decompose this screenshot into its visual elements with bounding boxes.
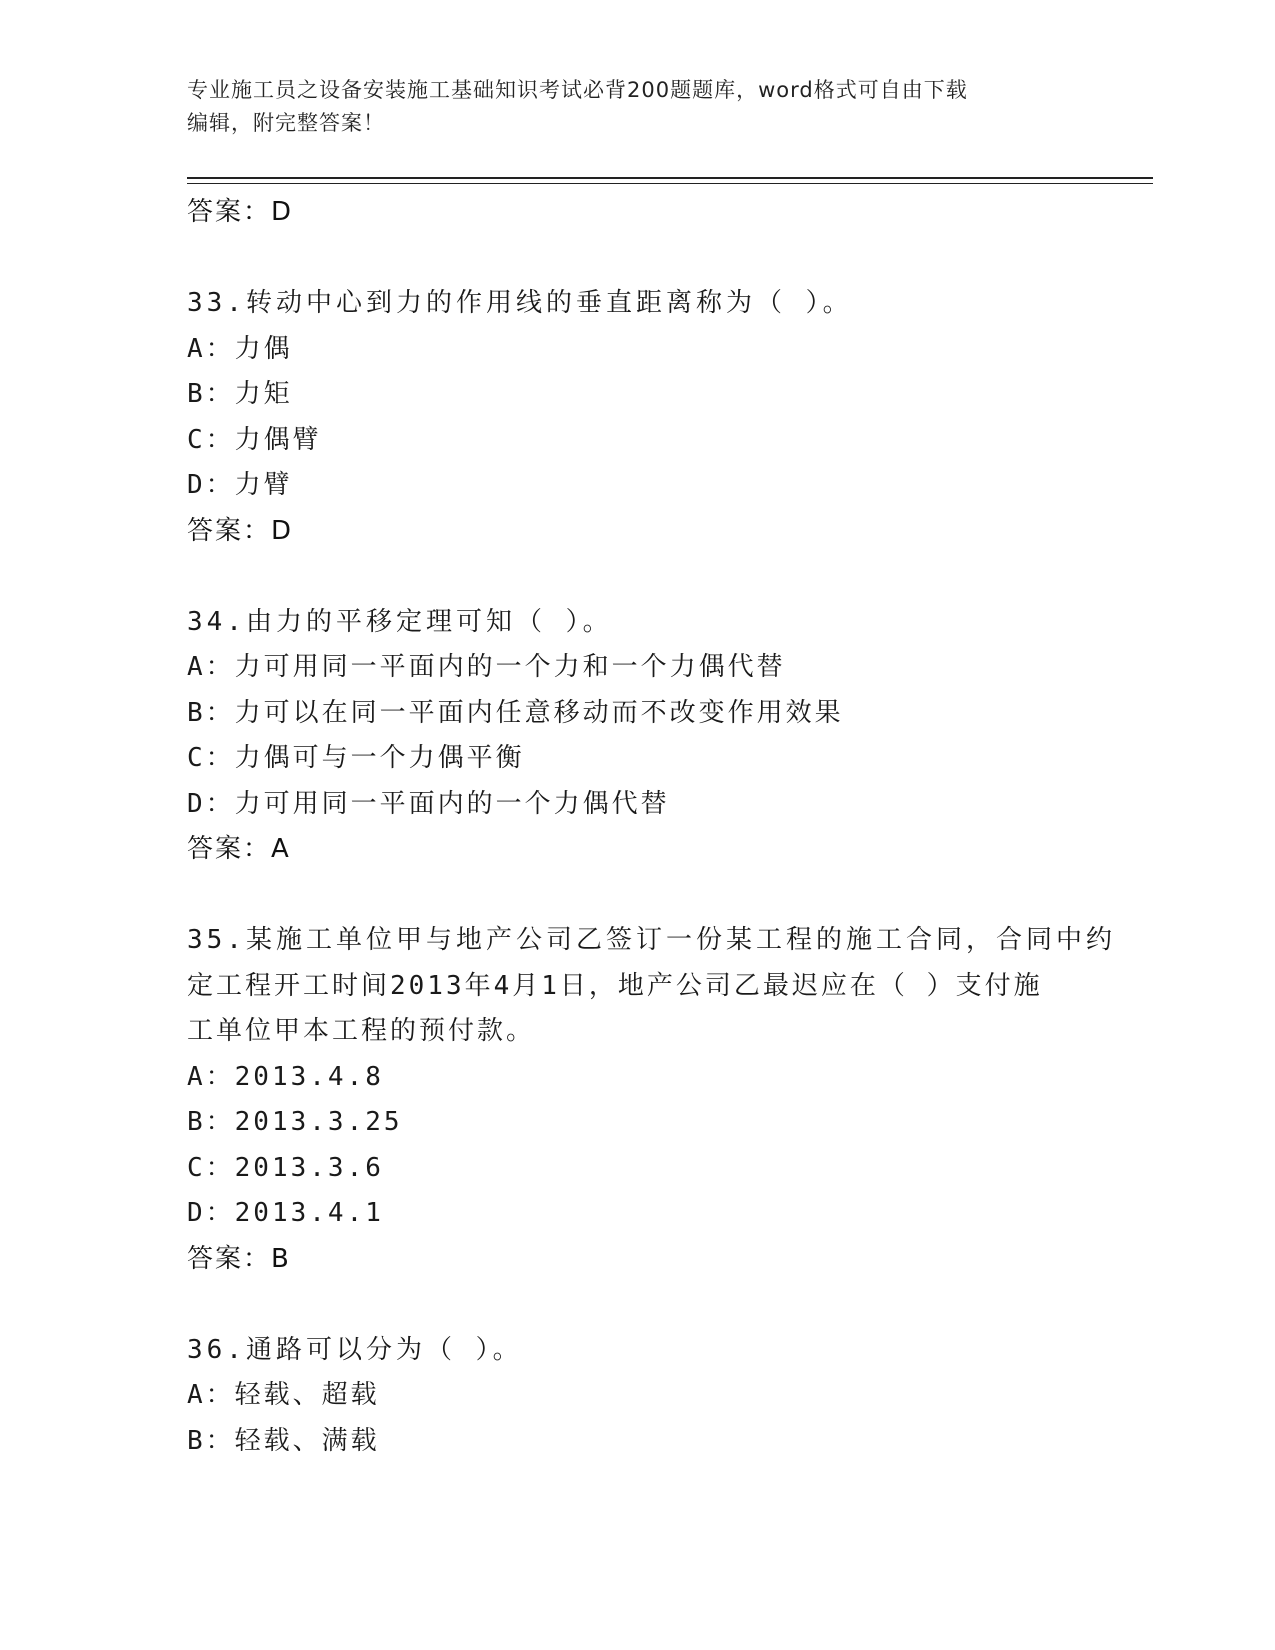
answer: 答案：B [187, 1243, 291, 1274]
option-b: B：力矩 [187, 379, 293, 409]
document-header [187, 74, 1087, 140]
option-c: C：力偶可与一个力偶平衡 [187, 743, 525, 773]
question-stem-line-3: 工单位甲本工程的预付款。 [187, 1016, 536, 1046]
answer: 答案：A [187, 834, 291, 864]
option-c: C：力偶臂 [187, 424, 322, 455]
header-line-2: 编辑，附完整答案！ [187, 111, 385, 135]
option-d: D：2013.4.1 [187, 1198, 384, 1228]
option-b: B：轻载、满载 [187, 1425, 380, 1456]
option-a: A：轻载、超载 [187, 1380, 380, 1410]
question-stem-line-1: 35.某施工单位甲与地产公司乙签订一份某工程的施工合同，合同中约 [187, 925, 1116, 955]
spacer [187, 236, 1087, 282]
question-content [187, 190, 1116, 1464]
header-line-1: 专业施工员之设备安装施工基础知识考试必背200题题库，word格式可自由下载 [187, 78, 968, 102]
option-b: B：2013.3.25 [187, 1107, 403, 1137]
question-stem-line-2: 定工程开工时间2013年4月1日，地产公司乙最迟应在（ ）支付施 [187, 970, 1043, 1001]
spacer [187, 554, 1087, 600]
option-a: A：力偶 [187, 333, 293, 364]
question-stem: 34.由力的平移定理可知（ ）。 [187, 606, 613, 637]
option-a: A：2013.4.8 [187, 1061, 384, 1092]
question-stem: 36.通路可以分为（ ）。 [187, 1334, 523, 1365]
header-divider-thin [187, 183, 1153, 184]
option-b: B：力可以在同一平面内任意移动而不改变作用效果 [187, 697, 844, 728]
question-stem: 33.转动中心到力的作用线的垂直距离称为（ ）。 [187, 288, 853, 318]
option-a: A：力可用同一平面内的一个力和一个力偶代替 [187, 652, 786, 682]
spacer [187, 873, 1087, 919]
question-34 [187, 600, 1087, 873]
spacer [187, 1282, 1087, 1328]
question-33 [187, 281, 1087, 554]
previous-answer: 答案：D [187, 197, 294, 227]
option-c: C：2013.3.6 [187, 1152, 384, 1183]
question-36 [187, 1328, 1087, 1465]
option-d: D：力可用同一平面内的一个力偶代替 [187, 788, 670, 819]
question-35 [187, 918, 1116, 1282]
header-divider-thick [187, 177, 1153, 179]
answer: 答案：D [187, 515, 294, 546]
option-d: D：力臂 [187, 470, 293, 500]
